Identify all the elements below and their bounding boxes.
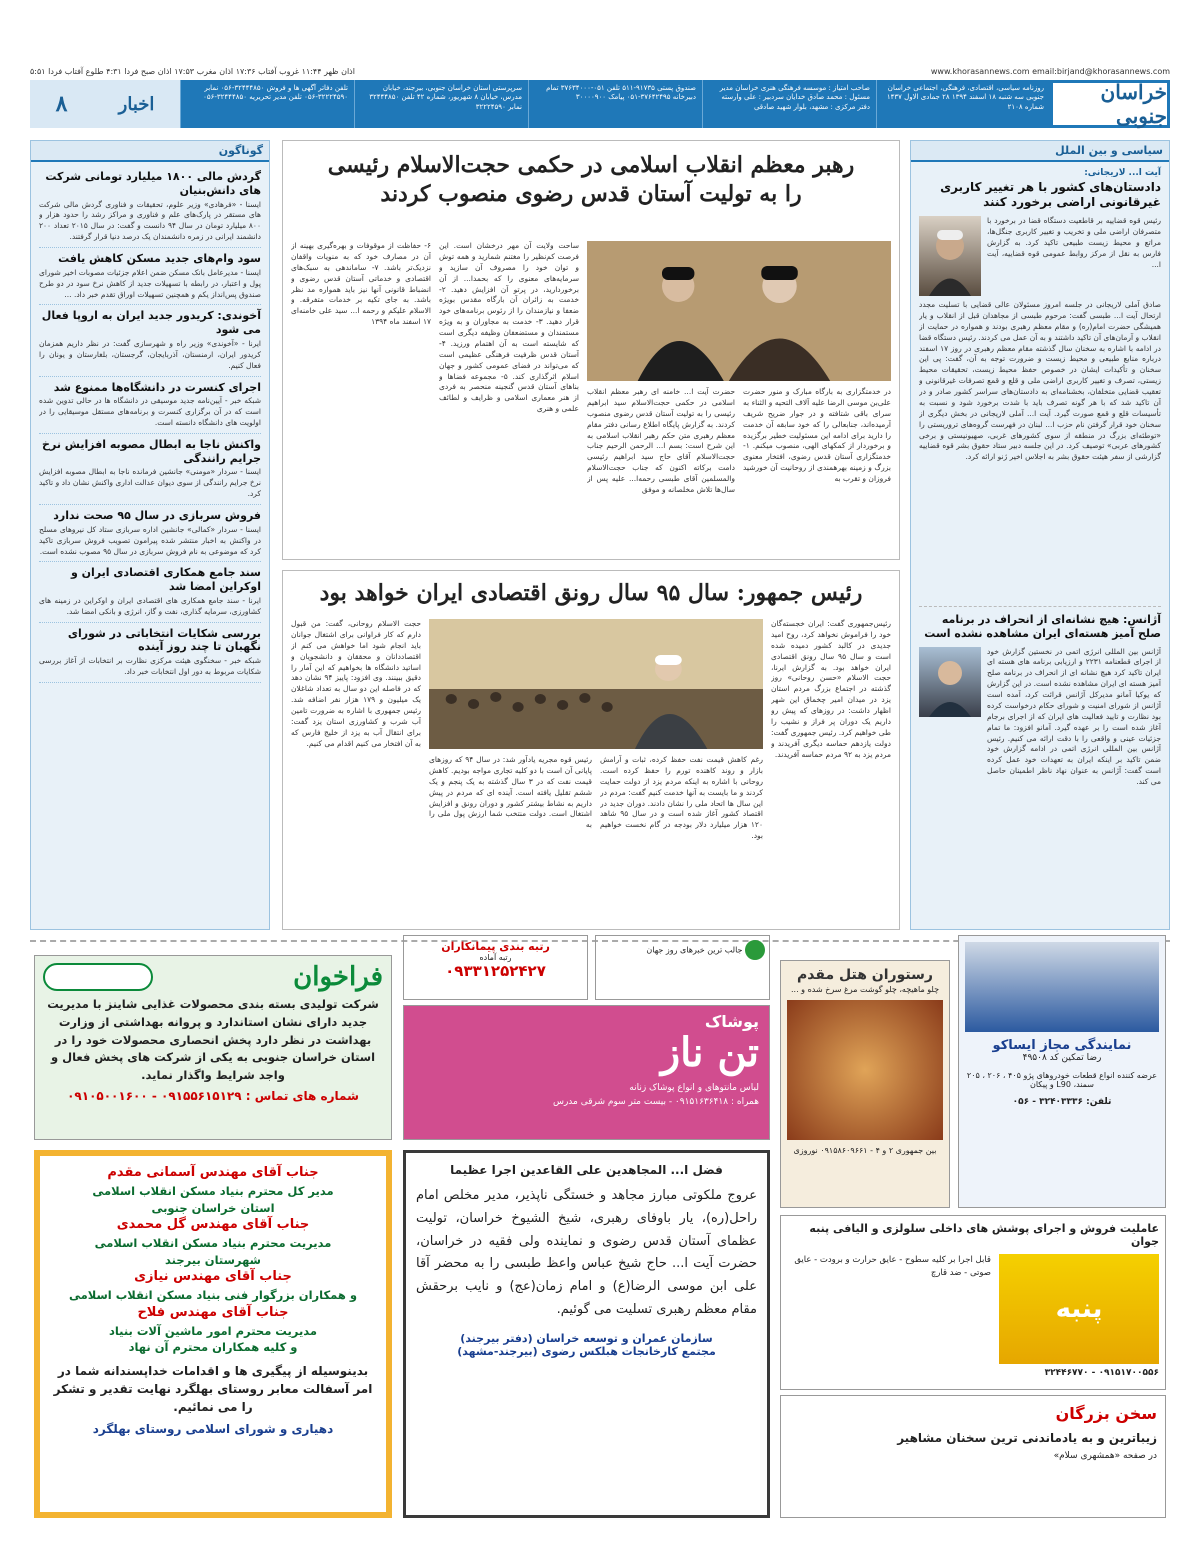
story-2-title: آژانس: هیچ نشانه‌ای از انحراف در برنامه صلح آمیز هسته‌ای ایران مشاهده نشده است (924, 613, 1161, 640)
car-photo (965, 942, 1159, 1032)
left-news-title: اجرای کنسرت در دانشگاه‌ها ممنوع شد (53, 380, 261, 394)
second-story (282, 570, 900, 930)
ad-clothing-body: لباس مانتوهای و انواع پوشاک زنانه (629, 1083, 759, 1093)
ad-tender-title: فراخوان (293, 962, 383, 992)
ad-clothing-brand: تن ناز (660, 1029, 759, 1076)
ad-restaurant-sub: چلو ماهیچه، چلو گوشت مرغ سرخ شده و ... (790, 985, 940, 994)
lead-story (282, 140, 900, 560)
masthead-info-2: صاحب امتیاز : موسسه فرهنگی هنری خراسان مدیر مسئول : محمد صادق خدایان سردبیر : علی وارسته دفتر مرکزی : مشهد، بلوار شهید صادقی (702, 80, 876, 128)
lead-col-1: حضرت آیت ا... خامنه ای رهبر معظم انقلاب اسلامی در حکمی حجت‌الاسلام سید ابراهیم رئیسی را به تولیت آستان قدس رضوی منصوب کردند. به گزارش پایگاه اطلاع رسانی دفتر مقام معظم رهبری متن حکم رهبر انقلاب اسلامی به این شرح است: بسم ا... الرحمن الرحیم جناب حجت‌الاسلام آقای حاج سید ابراهیم رئیسی دامت برکاته اکنون که جناب حجت‌الاسلام والمسلمین آقای طبسی رحمه‌ا... علیه پس از سال‌ها تلاش مخلصانه و موفق (587, 387, 735, 494)
ad-news-promo-text: جالب ترین خبرهای روز جهان (646, 945, 743, 955)
masthead-info-1: روزنامه سیاسی، اقتصادی، فرهنگی، اجتماعی خراسان جنوبی سه شنبه ۱۸ اسفند ۱۳۹۴ ۲۸ جمادی الاول ۱۴۳۷ شماره ۲۱۰۸ (876, 80, 1050, 128)
left-news-item (39, 248, 261, 305)
second-col-1: رئیس‌جمهوری گفت: ایران خجسته‌گان خود را فراموش نخواهد کرد، روح امید جدیدی در کالبد کشور دمیده شده است و سال ۹۵ سال رونق اقتصادی ایران خواهد بود. به گزارش ایرنا، حجت الاسلام «حسن روحانی» روز گذشته در اجتماع بزرگ مردم استان یزد در میدان امیر چخماق این شهر اظهار داشت: در روزهای که پیش رو داریم یک دوران پر فراز و نشیب را طی خواهیم کرد. رئیس جمهوری گفت: دولت یازدهم حماسه دیگری آفریدند و مردم یزد به ۹۲ مردم حماسه آفریدند. (771, 619, 891, 759)
ad-quotes-title: سخن بزرگان (1055, 1404, 1157, 1423)
masthead-info-4: سرپرستی استان خراسان جنوبی، بیرجند، خیابان مدرس، خیابان ۸ شهریور، شماره ۴۲ تلفن ۳۲۴۴۴۸۵۰ نمابر ۳۲۲۲۴۵۹۰ (354, 80, 528, 128)
lead-title-line-2: را به تولیت آستان قدس رضوی منصوب کردند (380, 180, 802, 207)
ad-isaco-sub: رضا تمکین کد ۴۹۵۰۸ (1022, 1053, 1102, 1063)
left-news-body: ایسنا - سردار «کمالی» جانشین اداره سربازی ستاد کل نیروهای مسلح در واکنش به اخبار منتشر شده پیرامون تصویب فروش سربازی تاکید کرد که موضوعی به نام فروش سربازی در سال ۹۵ مصوب نشده است. (39, 524, 261, 556)
ad-insulation-phone: ۰۹۱۵۱۷۰۰۵۵۶ - ۳۲۴۴۶۷۷۰ (1044, 1368, 1159, 1378)
ad-quotes-sub: در صفحه «همشهری سلام» (1053, 1451, 1157, 1461)
ad-insulation-image (999, 1254, 1159, 1364)
ad-restaurant (780, 960, 950, 1208)
ad-insulation-brand: پنبه (1055, 1294, 1103, 1324)
ad-isaco (958, 935, 1166, 1208)
ad-condolence-title: فضل ا... المجاهدین علی القاعدین اجرا عظیما (450, 1163, 723, 1177)
story-2-body: آژانس بین المللی انرژی اتمی در نخستین گزارش خود از اجرای قطعنامه ۲۲۳۱ و ارزیابی برنامه های هسته ای ایران تاکید کرد هیچ نشانه ای از انحراف در برنامه صلح آمیز هسته ای ایران مشاهده نشده است. در این گزارش که یوکیا آمانو مدیرکل آژانس قرائت کرد، آمده است آژانس از شورای امنیت و شورای حکام درخواست کرده بود نظارت و تایید فعالیت های ایران که از اجرای برجام آغاز شده است را بر عهده گیرد. آمانو افزود: ما تمام جزئیات عینی و واقعی را با دقت ارائه می کنیم. رئیس آژانس بین المللی انرژی اتمی در ادامه گزارش خود ضمن تاکید بر اینکه ایران به تعهدات خود عمل کرده است گفت: آژانس به عنوان نهاد ناظر اطمینان حاصل می کند. (987, 646, 1161, 786)
story-kicker: آیت ا... لاریجانی: (1084, 168, 1161, 178)
ad-isaco-title: نمایندگی مجاز ایساکو (992, 1038, 1132, 1053)
ad-thanks-line: جناب آقای مهندس نیازی (134, 1269, 292, 1285)
second-col-4: حجت الاسلام روحانی، گفت: من قبول دارم که کار فراوانی برای اشتغال جوانان باید انجام شود اما خواهش می کنم از اقتصاددانان و محققان و دانشجویان و اساتید دانشگاه ها بخواهیم که این آمار را دقیق ببینند. وی افزود: پاییز ۹۴ نشان دهد که در فاصله این دو سال به تعداد شاغلان یک میلیون و ۱۷۹ هزار نفر اضافه شد. رئیس جمهوری با اشاره به ضرورت تامین آب شرب و کشاورزی استان یزد گفت: برای انتقال آب به یزد از خلیج فارس که به آن افتخار می کنیم اقدام می کنیم. (291, 619, 421, 748)
ad-clothing (403, 1005, 770, 1140)
ad-clothing-address: همراه : ۰۹۱۵۱۶۳۶۴۱۸ - بیست متر سوم شرقی مدرس (552, 1097, 759, 1107)
lead-col-2: در خدمتگزاری به بارگاه مبارک و منور حضرت علی‌بن موسی الرضا علیه آلاف التحیه و الثناء به سرای باقی شتافته و در جوار ضریح شریف آرمیده‌اند، جنابعالی را که خود سابقه آن خدمت را دارید برای ادامه این مسئولیت خطیر برگزیده و برخوردار از کمکهای الهی، منصوب میکنم. ۱- خدمتگزاری آستان قدس رضوی، افتخار معنوی بزرگ و زمینه بهرهمندی از روحانیت آن خورشید فروزان و تقرب به (743, 387, 891, 483)
left-news-title: سند جامع همکاری اقتصادی ایران و اوکراین امضا شد (70, 566, 261, 594)
ad-condolence-sign-2: مجتمع کارخانجات هبلکس رضوی (بیرجند-مشهد) (457, 1344, 716, 1358)
ad-isaco-phone: تلفن: ۳۲۴۰۳۳۳۶ - ۰۵۶ (1012, 1097, 1112, 1107)
lead-title-line-1: رهبر معظم انقلاب اسلامی در حکمی حجت‌الاسلام رئیسی (327, 152, 855, 178)
left-news-body: ایرنا - سند جامع همکاری های اقتصادی ایران و اوکراین در زمینه های کشاورزی، سرمایه گذاری، نفت و گاز، انرژی و بانکی امضا شد. (39, 595, 261, 616)
lead-photo (587, 241, 891, 381)
ad-news-promo (595, 935, 770, 1000)
ad-restaurant-address: بین جمهوری ۲ و ۴ - ۰۹۱۵۸۶۰۹۶۶۱ نوروزی (793, 1146, 937, 1155)
ad-tender-body: شرکت تولیدی بسته بندی محصولات غذایی شاینز با مدیریت جدید دارای نشان استاندارد و پروانه بهداشتی از وزارت بهداشت در نظر دارد پخش انحصاری محصولات خود را در استان خراسان جنوبی به یکی از شرکت های پخش فعال و واجد شرایط واگذار نماید. (47, 997, 379, 1083)
left-column-header: گوناگون (31, 141, 269, 162)
ad-thanks-housing (34, 1150, 392, 1518)
ad-contractor-title: رتبه بندی پیمانکاران (441, 940, 550, 953)
ad-condolence (403, 1150, 770, 1518)
ad-thanks-lines (48, 1164, 378, 1356)
left-news-body: ایسنا - سردار «مومنی» جانشین فرمانده ناجا به ابطال مصوبه افزایش نرخ جرایم رانندگی از سوی دیوان عدالت اداری واکنش نشان داد و تاکید کرد. (39, 467, 261, 499)
ad-quotes (780, 1395, 1166, 1518)
second-photo (429, 619, 763, 749)
ad-tender (34, 955, 392, 1140)
second-col-3: رغم کاهش قیمت نفت حفظ کرده، ثبات و آرامش بازار و روند کاهنده تورم را حفظ کرده است. روحانی با اشاره به اینکه مردم یزد از دولت حمایت کردند و ما بایست به آنها خدمت کنیم گفت: مردم در این سال ها اتحاد ملی را نشان دادند. دوران جدید در اقتصاد کشور آغاز شده است و در سال ۹۵ شاهد ۱۲۰ هزار میلیارد دلار بودجه در گام نخست خواهیم بود. (600, 755, 763, 841)
story-lead: رئیس قوه قضاییه بر قاطعیت دستگاه قضا در برخورد با متصرفان اراضی ملی و تخریب و تغییر کاربری جنگل‌ها، مراتع و محیط زیست طبیعی تاکید کرد. به گزارش فارس به نقل از مرکز روابط عمومی قوه قضاییه، آیت ا... (987, 216, 1161, 269)
right-column-header: سیاسی و بین الملل (911, 141, 1169, 162)
ad-thanks-line: مدیر کل محترم بنیاد مسکن انقلاب اسلامی (92, 1183, 334, 1198)
masthead-info-3: صندوق پستی ۹۱۷۳۵-۵۱۱ تلفن ۰۵۱-۳۷۶۳۴۰۰۰ تمام دبیرخانه ۳۷۶۴۲۴۹۵-۰۵۱ پیامک ۳۰۰۰۰۹۰۰ (528, 80, 702, 128)
ad-thanks-line: مدیریت محترم بنیاد مسکن انقلاب اسلامی (94, 1236, 332, 1251)
page-indicator (30, 80, 180, 128)
story-title: دادستان‌های کشور با هر تغییر کاربری غیرقانونی اراضی برخورد کنند (940, 180, 1161, 209)
ad-insulation (780, 1215, 1166, 1390)
ad-contractor-phone: ۰۹۳۳۱۲۵۲۴۲۷ (445, 962, 546, 980)
section-name: اخبار (118, 93, 155, 115)
prayer-times: اذان ظهر ۱۱:۴۴ غروب آفتاب ۱۷:۳۶ اذان مغرب ۱۷:۵۳ اذان صبح فردا ۴:۳۱ طلوع آفتاب فردا ۵:۵۱ (30, 66, 355, 76)
portrait-photo (919, 216, 981, 296)
lead-right-block (587, 241, 891, 551)
left-news-list (31, 162, 269, 687)
left-news-item (39, 377, 261, 434)
left-news-item (39, 166, 261, 248)
left-news-body: ایسنا - «فرهادی» وزیر علوم، تحقیقات و فناوری گردش مالی شرکت های مستقر در پارک‌های علم و فناوری و مراکز رشد را حدود هزار و ۸۰۰ میلیارد تومان در سال ۹۴ دانست و گفت: در سال ۲۰۱۵ تعداد ۲۰۰ دانشمند ایرانی در زمره دانشمندان یک درصد دنیا قرار گرفتند. (39, 199, 261, 242)
ad-thanks-line: و همکاران بزرگوار فنی بنیاد مسکن انقلاب اسلامی (69, 1288, 357, 1303)
left-news-body: شبکه خبر - آیین‌نامه جدید موسیقی در دانشگاه ها در حالی تدوین شده است که در آن برگزاری کنسرت و برنامه‌های مستقل موسیقایی را در اولویت های دانشگاه دانسته است. (39, 396, 261, 427)
ad-thanks-line: جناب آقای مهندس فلاح (137, 1304, 289, 1320)
story-body: صادق آملی لاریجانی در جلسه امروز مسئولان عالی قضایی با تسلیت مجدد ارتحال آیت ا... طبسی گفت: مرحوم طبسی از مجاهدان قبل از انقلاب و یار همیشگی حضرت امام(ره) و مقام معظم رهبری بودند و همواره در حمایت از انقلاب و آرمان‌های آن تاکید داشتند و به آن عمل می کردند. رئیس دستگاه قضا در ادامه با اشاره به سخنان سال گذشته مقام معظم رهبری در روز ۱۷ اسفند درباره منابع طبیعی و محیط زیست و ضرورت توجه به آن، گفت: پی این سخنان و تأکیدات ایشان در خصوص حفظ محیط زیست، تحقیقات محیط زیستی، تصرف و تغییر کاربری اراضی ملی و قلع و قمع تصرفات غیرقانونی و تعقیب قضایی متخلفان، بخشنامه‌ای به دادستان‌های سراسر کشور صادر و در آن تاکید شد که با هر گونه تصرف باید با شدت برخورد شود و نسبت به تأسیسات قلع و قمع صورت گیرد. آیت ا... آملی لاریجانی در بخش دیگری از سخنان خود قرار گرفتن نام حزب ا... لبنان در فهرست گروه‌های تروریستی را «توطئه‌ای بزرگ در منطقه از سوی کشورهای غربی، صهیونیستی و برخی کشورهای عربی» توصیف کرد. در این جلسه دبیر ستاد حقوق بشر قوه قضاییه گزارشی از سفر هیئت حقوق بشر به اجلاس اخیر ژنو ارائه کرد. (919, 300, 1161, 462)
ad-thanks-line: استان خراسان جنوبی (151, 1200, 275, 1215)
left-news-item (39, 305, 261, 376)
portrait-photo-2 (919, 647, 981, 717)
ad-quotes-body: زیباترین و به یادماندنی ترین سخنان مشاهیر (897, 1431, 1157, 1445)
ad-condolence-sign-1: سازمان عمران و توسعه خراسان (دفتر بیرجند) (460, 1331, 713, 1345)
ad-restaurant-title: رستوران هتل مقدم (797, 967, 933, 983)
ad-tender-phone: شماره های تماس : ۰۹۱۵۵۶۱۵۱۲۹ - ۰۹۱۰۵۰۰۱۶۰۰ (67, 1089, 359, 1104)
second-col-2: رئیس قوه مجریه یادآور شد: در سال ۹۴ که روزهای پایانی آن است با دو کلیه تجاری مواجه بودیم. کاهش قیمت نفت که در ۳ سال گذشته به یک پنجم و یک ششم تقلیل یافته است. آینده ای که مردم در پیش داریم به نشاط بیشتر کشور و دوران رونق و افزایش اشتغال است. دولت منتخب شما ارزش پول ملی را به (429, 755, 592, 830)
left-news-title: سود وام‌های جدید مسکن کاهش یافت (58, 252, 261, 265)
left-news-title: واکنش ناجا به ابطال مصوبه افزایش نرخ جرایم رانندگی (42, 437, 261, 465)
brand-logo-icon (43, 963, 153, 991)
left-news-item (39, 434, 261, 505)
ad-isaco-body: عرضه کننده انواع قطعات خودروهای پژو ۴۰۵ ، ۲۰۶ ، ۲۰۵ سمند، L90 و پیکان (966, 1071, 1158, 1089)
left-news-title: بررسی شکایات انتخاباتی در شورای نگهبان تا چند روز آینده (67, 626, 261, 654)
masthead (30, 80, 1170, 128)
left-column (30, 140, 270, 930)
lead-col-4: ۶- حفاظت از موقوفات و بهره‌گیری بهینه از آن در مصارف خود که به منویات واقفان نزدیک‌تر باشد. ۷- ساماندهی به سبک‌های اقتصادی و خدماتی آستان قدس رضوی و انضباط قانونی آنها نیز باید همواره مد نظر باشد. به جای تکیه بر خدمات متفرقه. و الاسلام علیکم و رحمه ا... سید علی خامنه‌ای ۱۷ اسفند ماه ۱۳۹۴ (291, 241, 431, 327)
left-news-title: فروش سربازی در سال ۹۵ صحت ندارد (53, 509, 261, 522)
ad-insulation-list: قابل اجرا بر کلیه سطوح - عایق حرارت و برودت - عایق صوتی - ضد قارچ (794, 1255, 991, 1278)
masthead-info-5: تلفن دفاتر آگهی ها و فروش ۳۲۴۴۴۸۵۰-۰۵۶ نمابر ۳۲۲۲۴۵۹۰-۰۵۶ تلفن مدیر تحریریه ۳۲۴۴۴۸۵۰-۰۵۶ (180, 80, 354, 128)
left-news-body: ایسنا - مدیرعامل بانک مسکن ضمن اعلام جزئیات مصوبات اخیر شورای پول و اعتبار، در رابطه با تسهیلات جدید از کاهش نرخ سود در دو طرح صندوق پس‌انداز یکم و همچنین تسهیلات اوراق تقدم خبر داد. ... (39, 267, 261, 299)
ad-thanks-body: بدینوسیله از پیگیری ها و اقدامات خداپسندانه شما در امر آسفالت معابر روستای بهلگرد نهایت تقدیر و تشکر را می نمائیم. (53, 1364, 373, 1415)
right-story-1 (911, 162, 1169, 606)
right-story-2 (911, 607, 1169, 953)
left-news-body: ایرنا - «آخوندی» وزیر راه و شهرسازی گفت: در نظر داریم همزمان کریدور ایران، ارمنستان، آذربایجان، گرجستان، بلغارستان و یونان را فعال کنیم. (39, 338, 261, 370)
left-news-item (39, 623, 261, 683)
ad-contractor-sub: رتبه آماده (479, 953, 512, 962)
left-news-item (39, 505, 261, 562)
ad-clothing-title: پوشاک (704, 1012, 759, 1031)
left-news-item (39, 562, 261, 622)
page-number: ۸ (55, 91, 68, 117)
ad-thanks-line: مدیریت محترم امور ماشین آلات بنیاد (108, 1323, 318, 1338)
food-photo (787, 1000, 943, 1140)
lead-col-3: ساحت ولایت آن مهر درخشان است. این فرصت کم‌نظیر را مغتنم شمارید و همه توش و توان خود را مصروف آن سازید و سرمایه‌های معنوی را که بحمدا... از آن برخوردارید، در پرتو آن افزایش دهید. ۲- خدمت به زائران آن بارگاه مقدس بویژه ضعفا و نیازمندان را از رئوس برنامه‌های خود قرار دهید. ۳- خدمت به مجاوران و به ویژه مستمندان و مستضعفان وظیفه دیگری است که شایسته است به آن اهتمام ورزید. ۴- آستان قدس ظرفیت فرهنگی عظیمی است که می‌تواند در فضای عمومی کشور و جهان اسلام اثرگذاری کند. ۵- مجموعه فضاها و بناهای آستان قدس گنجینه منحصر به فردی از هنر معماری اسلامی و ظرایف و لطائف علمی و هنری (439, 241, 579, 414)
arrow-icon (745, 940, 765, 960)
ad-contractor-rating (403, 935, 588, 1000)
ad-thanks-sign: دهیاری و شورای اسلامی روستای بهلگرد (92, 1422, 334, 1437)
ad-insulation-title: عاملیت فروش و اجرای پوشش های داخلی سلولزی و الیافی پنبه جوان (809, 1222, 1159, 1248)
right-column (910, 140, 1170, 930)
second-title: رئیس جمهور: سال ۹۵ سال رونق اقتصادی ایران خواهد بود (319, 580, 863, 606)
newspaper-logo: خراسان جنوبی (1050, 80, 1170, 128)
top-info-line (30, 62, 1170, 80)
left-news-title: گردش مالی ۱۸۰۰ میلیارد تومانی شرکت های دانش‌بنیان (45, 170, 261, 197)
website-info: www.khorasannews.com email:birjand@khorasannews.com (930, 66, 1170, 76)
left-news-title: آخوندی: کریدور جدید ایران به اروپا فعال می شود (41, 309, 261, 337)
ad-thanks-line: جناب آقای مهندس آسمانی مقدم (107, 1165, 319, 1180)
left-news-body: شبکه خبر - سخنگوی هیئت مرکزی نظارت بر انتخابات از آغاز بررسی شکایات مربوط به دور اول انتخابات خبر داد. (39, 656, 261, 676)
ad-thanks-line: جناب آقای مهندس گل محمدی (116, 1217, 310, 1233)
ad-condolence-body: عروج ملکوتی مبارز مجاهد و خستگی ناپذیر، مدیر مخلص امام راحل(ره)، یار باوفای رهبری، شیخ الشیوخ خراسان، تولیت عظمای آستان قدس رضوی و نماینده ولی فقیه در خراسان، حضرت آیت ا... حاج شیخ عباس واعظ طبسی را به محضر آقا علی ابن موسی الرضا(ع) و امام زمان(عج) و نایب برحقش مقام معظم رهبری تسلیت می گوئیم. (416, 1188, 757, 1317)
ad-thanks-line: و کلیه همکاران محترم آن نهاد (128, 1340, 298, 1355)
ad-thanks-line: شهرستان بیرجند (165, 1252, 261, 1267)
